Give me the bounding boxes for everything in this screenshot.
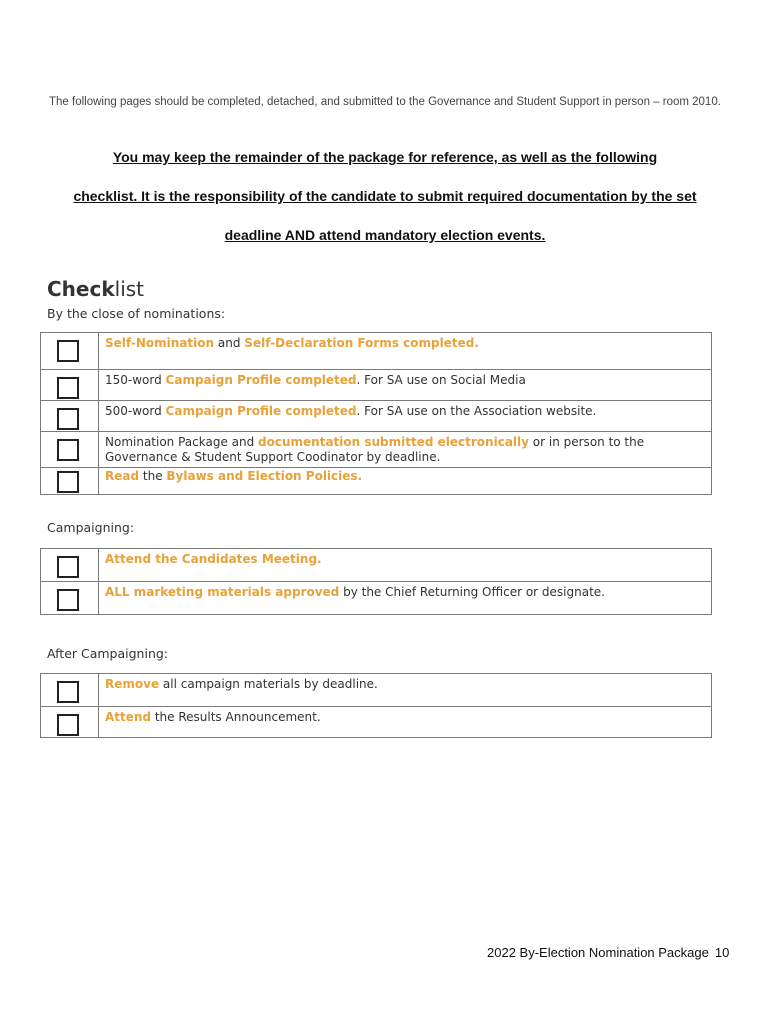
checklist-row: [41, 468, 712, 495]
section-label-campaigning: Campaigning:: [47, 520, 135, 535]
checkbox[interactable]: [57, 408, 79, 430]
highlighted-text: .: [357, 469, 363, 483]
item-text-part: Nomination Package and: [105, 435, 259, 449]
checklist-row: [41, 674, 712, 707]
highlighted-text: Attend the Candidates Meeting.: [105, 552, 322, 566]
notice-line: checklist. It is the responsibility of the candidate to submit required documentation by the set: [73, 188, 697, 204]
item-text-part: . For SA use on the Association website.: [356, 404, 597, 418]
checkbox[interactable]: [57, 471, 79, 493]
item-text: [99, 432, 712, 468]
item-text: [99, 370, 712, 401]
checklist-row: [41, 582, 712, 615]
item-text-part: and: [214, 336, 245, 350]
checkbox[interactable]: [57, 556, 79, 578]
notice-line: deadline AND attend mandatory election events.: [224, 227, 546, 243]
highlighted-text: ALL marketing materials approved: [105, 585, 340, 599]
checklist-table-campaigning: [40, 548, 712, 615]
checklist-table-after-campaigning: [40, 673, 712, 738]
item-text: [99, 674, 712, 707]
item-text-part: by the Chief Returning Officer or designate.: [339, 585, 605, 599]
checklist-heading: [47, 277, 144, 301]
item-text-part: all campaign materials by deadline.: [159, 677, 378, 691]
footer-title: 2022 By-Election Nomination Package: [487, 945, 709, 960]
page-footer: [487, 945, 729, 960]
checklist-row: [41, 549, 712, 582]
checkbox[interactable]: [57, 589, 79, 611]
heading-light: list: [114, 277, 145, 301]
item-text-part: the: [139, 469, 167, 483]
intro-paragraph: The following pages should be completed, detached, and submitted to the Governance and Student Support in person – room 2010.: [49, 96, 721, 108]
item-text: [99, 549, 712, 582]
checklist-row: [41, 432, 712, 468]
notice-paragraph: [40, 146, 730, 263]
checkbox[interactable]: [57, 377, 79, 399]
highlighted-text: Self-Declaration Forms completed.: [244, 336, 479, 350]
highlighted-text: Self-Nomination: [105, 336, 215, 350]
item-text: [99, 468, 712, 495]
item-text-part: or in person to the Governance & Student Support Coodinator by deadline.: [105, 435, 645, 464]
checkbox[interactable]: [57, 714, 79, 736]
highlighted-text: documentation submitted electronically: [258, 435, 529, 449]
item-text: [99, 582, 712, 615]
highlighted-text: Attend: [105, 710, 152, 724]
item-text: [99, 333, 712, 370]
item-text-part: . For SA use on Social Media: [356, 373, 526, 387]
item-text: [99, 707, 712, 738]
checklist-row: [41, 707, 712, 738]
section-label-after-campaigning: After Campaigning:: [47, 646, 169, 661]
heading-bold: Check: [47, 277, 115, 301]
checkbox[interactable]: [57, 439, 79, 461]
notice-line: You may keep the remainder of the package for reference, as well as the following: [112, 149, 658, 165]
checkbox[interactable]: [57, 681, 79, 703]
checkbox[interactable]: [57, 340, 79, 362]
highlighted-text: Campaign Profile completed: [165, 404, 357, 418]
checklist-row: [41, 401, 712, 432]
highlighted-text: Read: [105, 469, 140, 483]
item-text-part: the Results Announcement.: [151, 710, 321, 724]
highlighted-text: Campaign Profile completed: [165, 373, 357, 387]
checklist-row: [41, 370, 712, 401]
item-text: [99, 401, 712, 432]
highlighted-text: Remove: [105, 677, 160, 691]
section-label-nominations: By the close of nominations:: [47, 306, 226, 321]
checklist-table-nominations: [40, 332, 712, 495]
item-text-part: 500-word: [105, 404, 166, 418]
page-number: 10: [714, 945, 730, 960]
highlighted-text: Bylaws and Election Policies: [166, 469, 358, 483]
item-text-part: 150-word: [105, 373, 166, 387]
checklist-row: [41, 333, 712, 370]
